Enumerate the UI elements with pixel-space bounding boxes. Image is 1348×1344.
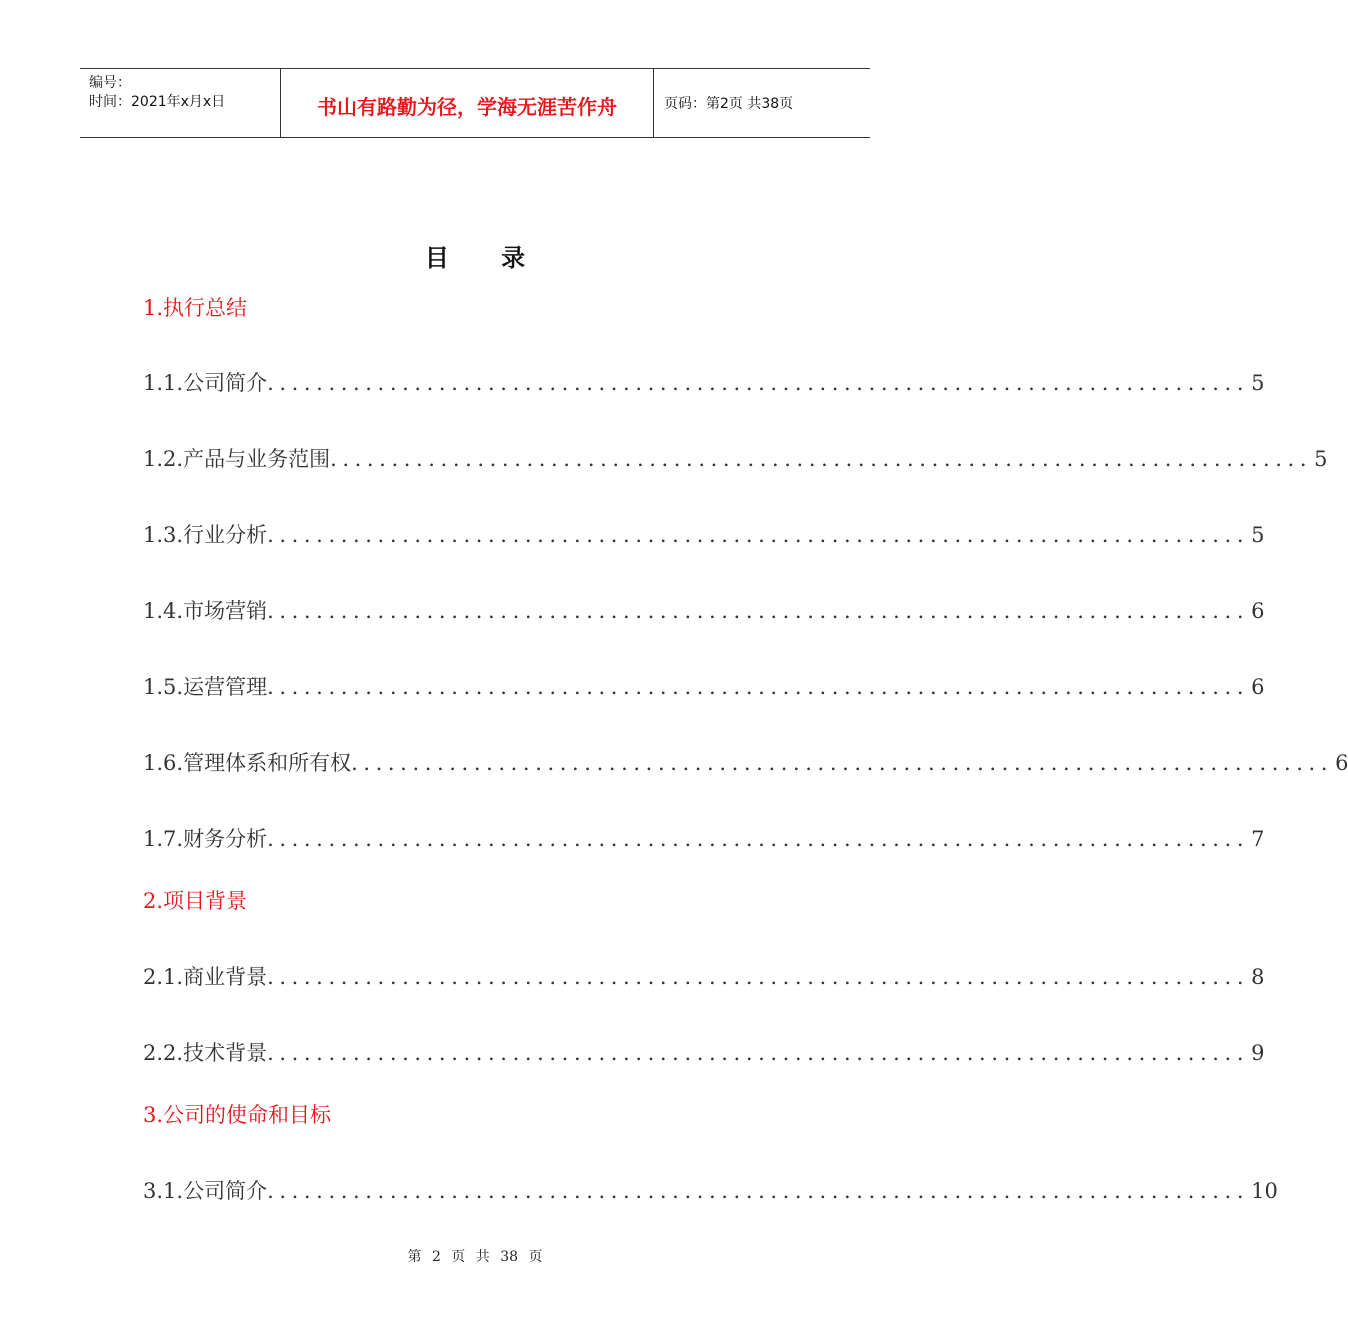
toc-entry[interactable] [143,595,1265,625]
toc-entry[interactable] [143,1037,1265,1067]
toc-leader-dots: ................................................................................ [351,751,1334,775]
toc-entry-label: 1.7.财务分析 [143,827,268,851]
toc-entry[interactable] [143,1175,1278,1205]
toc-entry-label: 1.4.市场营销 [143,599,268,623]
toc-entry[interactable] [143,671,1265,701]
toc-entry[interactable] [143,519,1265,549]
toc-entry[interactable] [143,961,1265,991]
toc-leader-dots: ................................................................................ [267,675,1250,699]
toc-entry-label: 1.2.产品与业务范围 [143,447,331,471]
header-meta-cell [80,69,281,137]
toc-entry-label: 1.5.运营管理 [143,675,268,699]
document-number-label: 编号： [89,75,131,91]
toc-entry-page: 5 [1251,371,1265,395]
toc-entry[interactable] [143,823,1265,853]
toc-title: 目 录 [424,244,548,272]
toc-entry-label: 1.6.管理体系和所有权 [143,751,352,775]
toc-entry-page: 10 [1251,1179,1278,1203]
toc-leader-dots: ................................................................................ [267,523,1250,547]
toc-leader-dots: ................................................................................ [267,371,1250,395]
toc-entry-label: 3.1.公司简介 [143,1179,268,1203]
toc-entry-page: 5 [1314,447,1328,471]
toc-entry[interactable] [143,367,1265,397]
toc-entry-page: 8 [1251,965,1265,989]
toc-entry-label: 1.3.行业分析 [143,523,268,547]
document-date-label: 时间：2021年x月x日 [89,94,226,110]
toc-section-heading[interactable]: 1.执行总结 [143,296,248,320]
toc-entry-label: 2.2.技术背景 [143,1041,268,1065]
toc-entry[interactable] [143,747,1348,777]
toc-leader-dots: ................................................................................ [330,447,1313,471]
header-page-info: 页码：第2页 共38页 [664,96,794,112]
toc-leader-dots: ................................................................................ [267,599,1250,623]
toc-entry-page: 9 [1251,1041,1265,1065]
toc-leader-dots: ................................................................................ [267,827,1250,851]
toc-entry[interactable] [143,443,1328,473]
toc-section-heading[interactable]: 2.项目背景 [143,889,248,913]
toc-entry-page: 6 [1251,675,1265,699]
toc-leader-dots: ................................................................................ [267,1041,1250,1065]
header-motto-cell [281,69,654,137]
toc-entry-page: 5 [1251,523,1265,547]
toc-leader-dots: ................................................................................ [267,1179,1250,1203]
toc-entry-page: 6 [1251,599,1265,623]
toc-section-heading[interactable]: 3.公司的使命和目标 [143,1103,332,1127]
toc-entry-page: 6 [1335,751,1348,775]
toc-entry-page: 7 [1251,827,1265,851]
toc-leader-dots: ................................................................................ [267,965,1250,989]
page-header [80,68,870,138]
header-page-cell [654,69,870,137]
header-motto: 书山有路勤为径，学海无涯苦作舟 [317,95,617,119]
page-footer: 第 2 页 共 38 页 [407,1249,543,1265]
toc-entry-label: 2.1.商业背景 [143,965,268,989]
toc-entry-label: 1.1.公司简介 [143,371,268,395]
